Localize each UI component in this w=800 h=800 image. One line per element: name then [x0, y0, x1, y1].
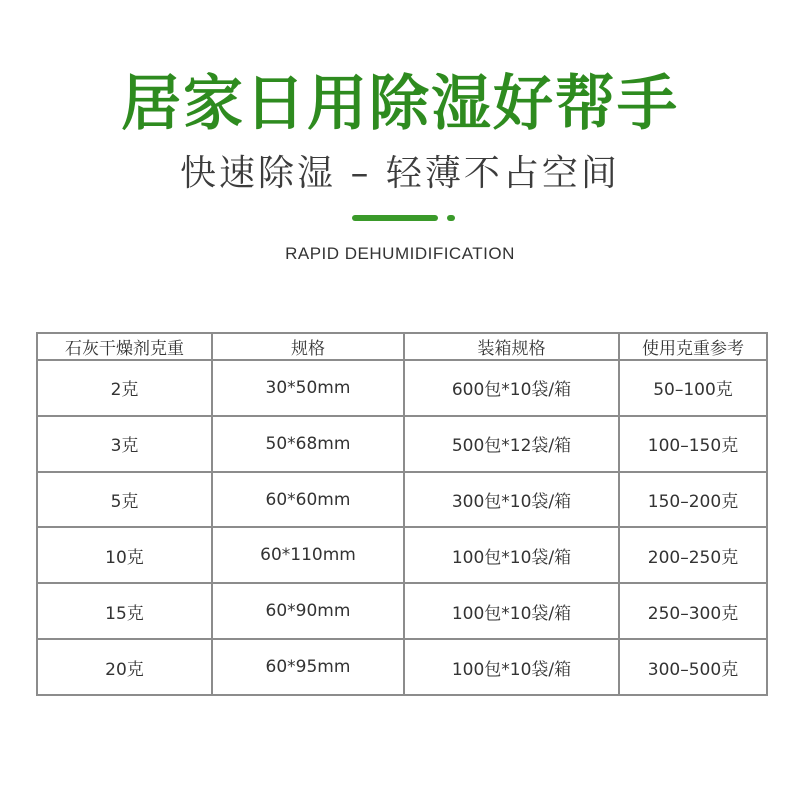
cell-size: 60*110mm	[212, 527, 404, 583]
cell-packing: 100包*10袋/箱	[404, 527, 619, 583]
green-divider-dot	[447, 215, 455, 221]
cell-packing: 500包*12袋/箱	[404, 416, 619, 472]
cell-packing: 300包*10袋/箱	[404, 472, 619, 528]
cell-usage: 250–300克	[619, 583, 767, 639]
cell-usage: 150–200克	[619, 472, 767, 528]
cell-weight: 15克	[37, 583, 212, 639]
cell-weight: 10克	[37, 527, 212, 583]
spec-table	[36, 332, 768, 696]
cell-size: 60*95mm	[212, 639, 404, 695]
cell-weight: 20克	[37, 639, 212, 695]
cell-size: 30*50mm	[212, 360, 404, 416]
cell-size: 60*60mm	[212, 472, 404, 528]
cell-weight: 3克	[37, 416, 212, 472]
cell-size: 60*90mm	[212, 583, 404, 639]
cell-size: 50*68mm	[212, 416, 404, 472]
header-usage: 使用克重参考	[619, 333, 767, 360]
cell-weight: 5克	[37, 472, 212, 528]
english-tagline: RAPID DEHUMIDIFICATION	[285, 244, 515, 263]
cell-usage: 200–250克	[619, 527, 767, 583]
table-header-row	[37, 333, 767, 360]
table-row	[37, 527, 767, 583]
cell-weight: 2克	[37, 360, 212, 416]
table-row	[37, 639, 767, 695]
table-row	[37, 583, 767, 639]
cell-usage: 100–150克	[619, 416, 767, 472]
cell-usage: 50–100克	[619, 360, 767, 416]
header-size: 规格	[212, 333, 404, 360]
page-subtitle: 快速除湿 – 轻薄不占空间	[180, 153, 620, 194]
page-title: 居家日用除湿好帮手	[121, 69, 679, 139]
cell-packing: 100包*10袋/箱	[404, 639, 619, 695]
header-packing: 装箱规格	[404, 333, 619, 360]
header-weight: 石灰干燥剂克重	[37, 333, 212, 360]
cell-usage: 300–500克	[619, 639, 767, 695]
cell-packing: 100包*10袋/箱	[404, 583, 619, 639]
table-row	[37, 416, 767, 472]
table-row	[37, 472, 767, 528]
green-divider-bar	[352, 215, 438, 221]
cell-packing: 600包*10袋/箱	[404, 360, 619, 416]
table-row	[37, 360, 767, 416]
